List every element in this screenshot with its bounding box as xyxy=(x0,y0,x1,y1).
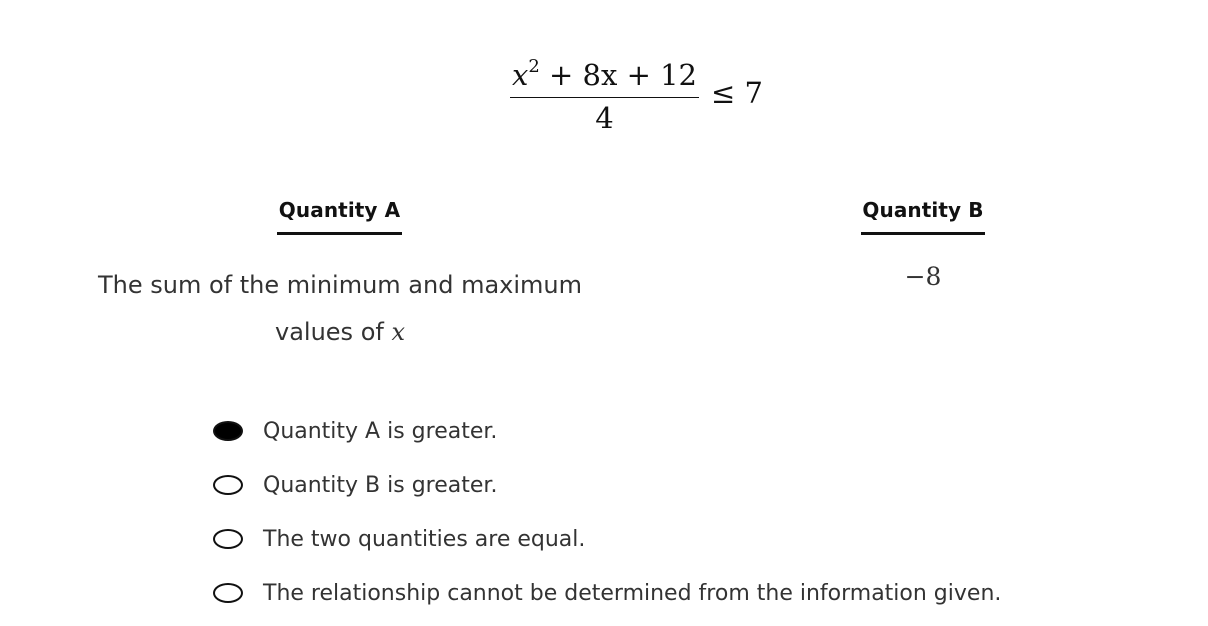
option-label: Quantity B is greater. xyxy=(263,472,498,498)
radio-option-a-greater[interactable] xyxy=(213,421,243,441)
answer-options xyxy=(213,404,1001,620)
option-equal[interactable] xyxy=(213,512,1001,566)
quantity-a-line2 xyxy=(60,309,620,356)
inequality-relation: ≤ 7 xyxy=(711,76,763,110)
inequality-equation xyxy=(510,52,763,135)
option-cannot-determine[interactable] xyxy=(213,566,1001,620)
option-label: The relationship cannot be determined from the information given. xyxy=(263,580,1002,606)
numerator-exponent: 2 xyxy=(528,55,540,77)
option-label: Quantity A is greater. xyxy=(263,418,498,444)
fraction-numerator xyxy=(510,51,699,97)
radio-option-b-greater[interactable] xyxy=(213,475,243,495)
option-b-greater[interactable] xyxy=(213,458,1001,512)
option-a-greater[interactable] xyxy=(213,404,1001,458)
quantity-b-header: Quantity B xyxy=(861,198,985,235)
radio-option-equal[interactable] xyxy=(213,529,243,549)
fraction-denominator: 4 xyxy=(595,100,614,135)
quantity-a-header: Quantity A xyxy=(277,198,402,235)
numerator-rest: + 8x + 12 xyxy=(539,57,697,92)
fraction xyxy=(510,51,699,134)
option-label: The two quantities are equal. xyxy=(263,526,586,552)
quantity-a-variable: x xyxy=(391,318,405,346)
quantity-a-line2-text: values of xyxy=(275,318,392,346)
quantity-a-text xyxy=(60,262,620,356)
radio-option-cannot-determine[interactable] xyxy=(213,583,243,603)
numerator-variable: x xyxy=(512,57,529,92)
quantity-b-value: −8 xyxy=(904,262,942,291)
quantity-a-line1: The sum of the minimum and maximum xyxy=(98,271,582,299)
